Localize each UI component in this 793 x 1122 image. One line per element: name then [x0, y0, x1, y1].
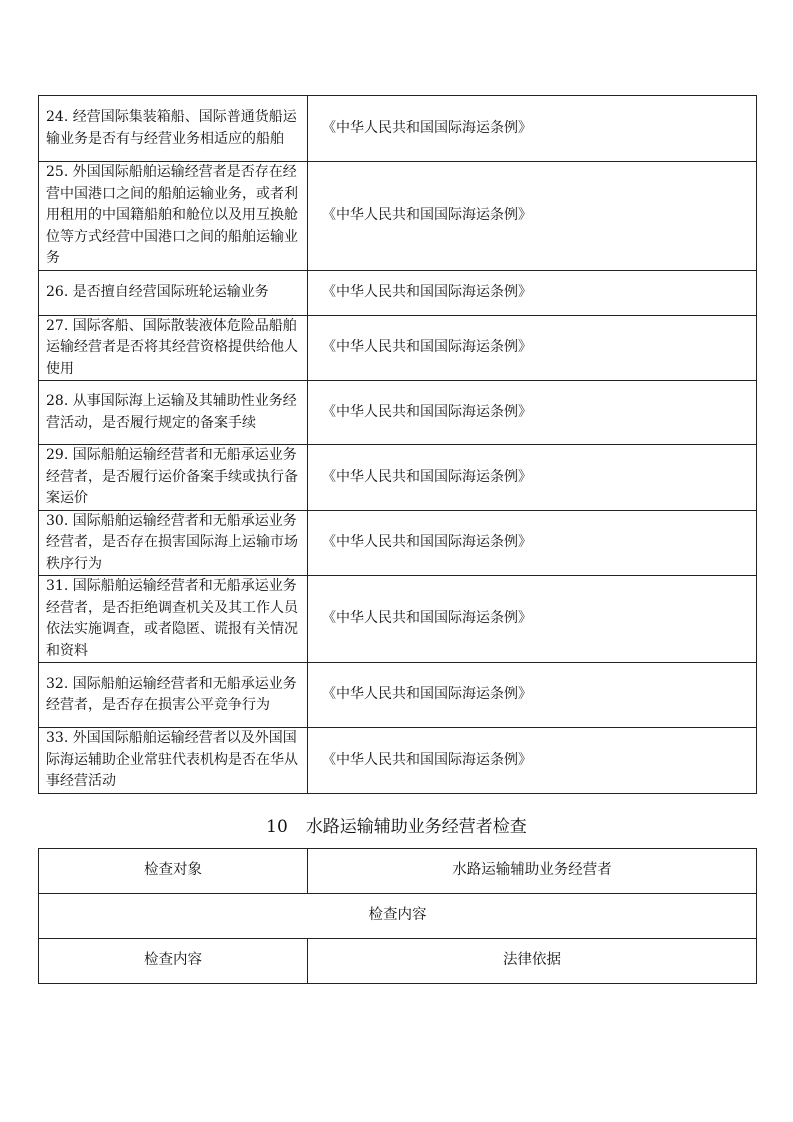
table-row: [39, 445, 757, 511]
item-content: 28. 从事国际海上运输及其辅助性业务经营活动，是否履行规定的备案手续: [39, 381, 308, 445]
table-row: [39, 849, 757, 894]
table-row: [39, 894, 757, 939]
table-row: [39, 728, 757, 794]
table-row: [39, 162, 757, 271]
inspection-object-label: 检查对象: [39, 849, 308, 894]
table-row: [39, 663, 757, 728]
item-content: 27. 国际客船、国际散装液体危险品船舶运输经营者是否将其经营资格提供给他人使用: [39, 315, 308, 381]
item-content: 25. 外国国际船舶运输经营者是否存在经营中国港口之间的船舶运输业务，或者利用租用的中国籍船舶和舱位以及用互换舱位等方式经营中国港口之间的船舶运输业务: [39, 162, 308, 271]
item-content: 29. 国际船舶运输经营者和无船承运业务经营者，是否履行运价备案手续或执行备案运价: [39, 445, 308, 511]
section-header-table: [38, 848, 757, 984]
item-legal-basis: 《中华人民共和国国际海运条例》: [308, 270, 757, 315]
section-heading: [0, 815, 793, 839]
item-legal-basis: 《中华人民共和国国际海运条例》: [308, 381, 757, 445]
table-row: [39, 96, 757, 162]
item-legal-basis: 《中华人民共和国国际海运条例》: [308, 728, 757, 794]
item-legal-basis: 《中华人民共和国国际海运条例》: [308, 576, 757, 663]
item-legal-basis: 《中华人民共和国国际海运条例》: [308, 96, 757, 162]
column-header-content: 检查内容: [39, 939, 308, 984]
section-title: 水路运输辅助业务经营者检查: [305, 817, 527, 837]
table-row: [39, 576, 757, 663]
table-row: [39, 315, 757, 381]
item-legal-basis: 《中华人民共和国国际海运条例》: [308, 315, 757, 381]
table-row: [39, 270, 757, 315]
item-content: 33. 外国国际船舶运输经营者以及外国国际海运辅助企业常驻代表机构是否在华从事经营活动: [39, 728, 308, 794]
table-row: [39, 381, 757, 445]
item-content: 32. 国际船舶运输经营者和无船承运业务经营者，是否存在损害公平竞争行为: [39, 663, 308, 728]
item-content: 31. 国际船舶运输经营者和无船承运业务经营者，是否拒绝调查机关及其工作人员依法实施调查，或者隐匿、谎报有关情况和资料: [39, 576, 308, 663]
inspection-items-table: [38, 95, 757, 794]
item-content: 26. 是否擅自经营国际班轮运输业务: [39, 270, 308, 315]
table-row: [39, 939, 757, 984]
column-header-legal-basis: 法律依据: [308, 939, 757, 984]
inspection-content-heading: 检查内容: [39, 894, 757, 939]
table-row: [39, 510, 757, 576]
item-content: 24. 经营国际集装箱船、国际普通货船运输业务是否有与经营业务相适应的船舶: [39, 96, 308, 162]
item-legal-basis: 《中华人民共和国国际海运条例》: [308, 162, 757, 271]
inspection-object-value: 水路运输辅助业务经营者: [308, 849, 757, 894]
section-number: 10: [266, 817, 288, 837]
item-legal-basis: 《中华人民共和国国际海运条例》: [308, 445, 757, 511]
item-content: 30. 国际船舶运输经营者和无船承运业务经营者，是否存在损害国际海上运输市场秩序行为: [39, 510, 308, 576]
item-legal-basis: 《中华人民共和国国际海运条例》: [308, 510, 757, 576]
item-legal-basis: 《中华人民共和国国际海运条例》: [308, 663, 757, 728]
